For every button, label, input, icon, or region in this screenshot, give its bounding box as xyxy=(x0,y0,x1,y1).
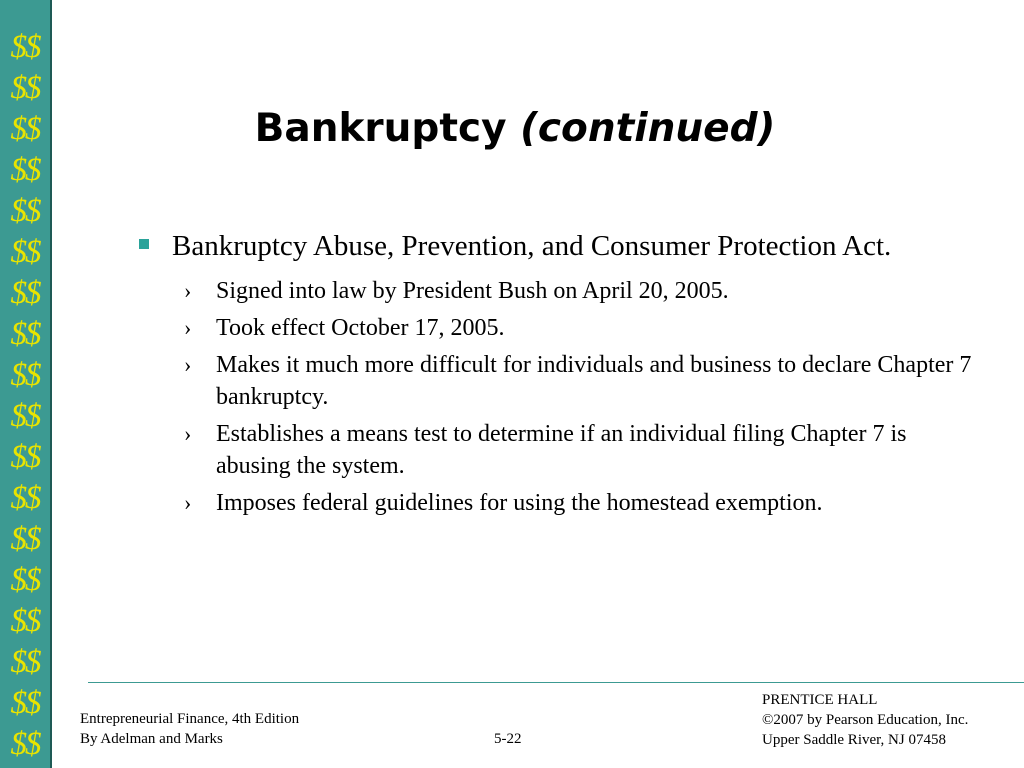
dollar-sign-text: $$ xyxy=(10,275,40,311)
title-main: Bankruptcy xyxy=(254,106,507,151)
footer-address: Upper Saddle River, NJ 07458 xyxy=(762,732,946,748)
dollar-sign-text: $$ xyxy=(10,521,40,557)
dollar-sign-text: $$ xyxy=(10,480,40,516)
dollar-sign-text: $$ xyxy=(10,357,40,393)
sub-bullet-item xyxy=(134,275,974,307)
main-bullet-text: Bankruptcy Abuse, Prevention, and Consumer Protection Act. xyxy=(172,230,892,262)
dollar-sign-text: $$ xyxy=(10,562,40,598)
dollar-sign-text: $$ xyxy=(10,398,40,434)
sub-bullet-text: Makes it much more difficult for individuals and business to declare Chapter 7 bankruptcy. xyxy=(216,352,972,410)
dollar-sign-text: $$ xyxy=(10,316,40,352)
dollar-sign-text: $$ xyxy=(10,685,40,721)
footer-authors: By Adelman and Marks xyxy=(80,731,223,747)
sub-bullet-item xyxy=(134,487,974,519)
page-number: 5-22 xyxy=(494,731,522,747)
square-bullet-icon xyxy=(139,239,149,249)
dollar-sign-text: $$ xyxy=(10,644,40,680)
dollar-sign-text: $$ xyxy=(10,234,40,270)
footer-publisher-info xyxy=(762,690,968,750)
slide-title xyxy=(120,106,910,151)
sub-bullet-text: Signed into law by President Bush on April 20, 2005. xyxy=(216,278,729,304)
dollar-sign-text: $$ xyxy=(10,439,40,475)
sub-bullet-text: Establishes a means test to determine if an individual filing Chapter 7 is abusing the system. xyxy=(216,421,907,479)
footer-publisher: PRENTICE HALL xyxy=(762,692,878,708)
chevron-bullet-icon: › xyxy=(184,352,192,377)
dollar-sign-text: $$ xyxy=(10,152,40,188)
sub-bullet-text: Took effect October 17, 2005. xyxy=(216,315,505,341)
dollar-sign-band xyxy=(0,0,52,768)
dollar-sign-text: $$ xyxy=(10,726,40,762)
dollar-sign-text: $$ xyxy=(10,603,40,639)
sub-bullet-item xyxy=(134,418,974,482)
sub-bullet-list xyxy=(134,275,974,519)
footer-divider xyxy=(88,682,1024,683)
sub-bullet-text: Imposes federal guidelines for using the homestead exemption. xyxy=(216,490,823,516)
dollar-sign-text: $$ xyxy=(10,29,40,65)
chevron-bullet-icon: › xyxy=(184,315,192,340)
dollar-sign-text: $$ xyxy=(10,193,40,229)
sub-bullet-item xyxy=(134,349,974,413)
sub-bullet-item xyxy=(134,312,974,344)
dollar-sign-text: $$ xyxy=(10,70,40,106)
bullet-list xyxy=(134,228,974,524)
chevron-bullet-icon: › xyxy=(184,278,192,303)
dollar-sign-text: $$ xyxy=(10,111,40,147)
main-bullet xyxy=(134,228,974,264)
chevron-bullet-icon: › xyxy=(184,421,192,446)
title-emphasis: (continued) xyxy=(520,106,776,151)
footer-copyright: ©2007 by Pearson Education, Inc. xyxy=(762,712,969,728)
chevron-bullet-icon: › xyxy=(184,490,192,515)
footer-book-info xyxy=(80,709,299,749)
footer-book-title: Entrepreneurial Finance, 4th Edition xyxy=(80,711,300,727)
